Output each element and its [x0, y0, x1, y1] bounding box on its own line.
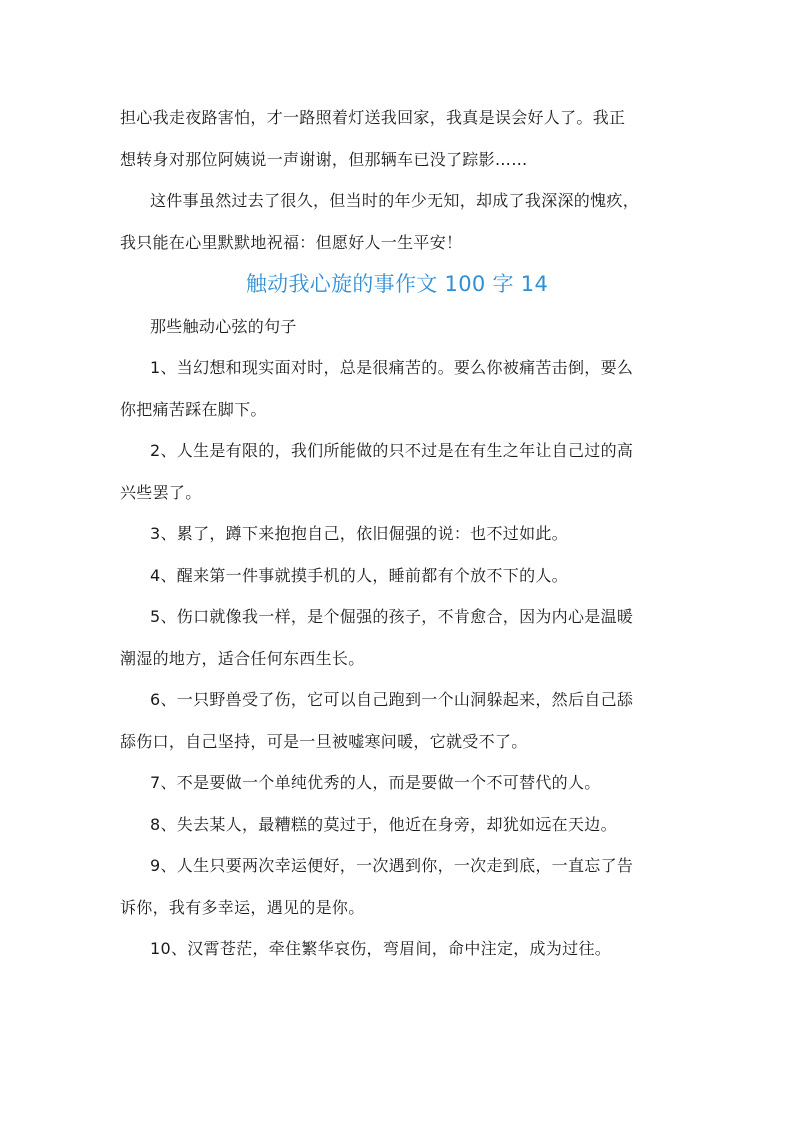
list-item-line: 3、累了，蹲下来抱抱自己，依旧倔强的说：也不过如此。 — [150, 524, 568, 543]
list-item-line: 潮湿的地方，适合任何东西生长。 — [120, 649, 365, 668]
paragraph-line: 我只能在心里默默地祝福：但愿好人一生平安！ — [120, 233, 463, 252]
list-item-line: 兴些罢了。 — [120, 483, 202, 502]
list-item-line: 9、人生只要两次幸运便好，一次遇到你，一次走到底，一直忘了告 — [150, 856, 634, 875]
paragraph-line: 担心我走夜路害怕，才一路照着灯送我回家，我真是误会好人了。我正 — [120, 108, 626, 127]
list-item-line: 8、失去某人，最糟糕的莫过于，他近在身旁，却犹如远在天边。 — [150, 815, 617, 834]
list-item-line: 1、当幻想和现实面对时，总是很痛苦的。要么你被痛苦击倒，要么 — [150, 358, 634, 377]
list-item-line: 6、一只野兽受了伤，它可以自己跑到一个山洞躲起来，然后自己舔 — [150, 690, 634, 709]
list-item-line: 舔伤口，自己坚持，可是一旦被嘘寒问暖，它就受不了。 — [120, 732, 528, 751]
section-title: 触动我心旋的事作文 100 字 14 — [245, 272, 549, 296]
list-item-line: 4、醒来第一件事就摸手机的人，睡前都有个放不下的人。 — [150, 566, 568, 585]
paragraph-line: 这件事虽然过去了很久，但当时的年少无知，却成了我深深的愧疚， — [150, 191, 640, 210]
paragraph-line: 想转身对那位阿姨说一声谢谢，但那辆车已没了踪影…… — [120, 150, 528, 169]
list-item-line: 5、伤口就像我一样，是个倔强的孩子，不肯愈合，因为内心是温暖 — [150, 607, 634, 626]
list-item-line: 2、人生是有限的，我们所能做的只不过是在有生之年让自己过的高 — [150, 441, 634, 460]
subtitle: 那些触动心弦的句子 — [150, 317, 297, 336]
list-item-line: 7、不是要做一个单纯优秀的人，而是要做一个不可替代的人。 — [150, 773, 601, 792]
list-item-line: 诉你，我有多幸运，遇见的是你。 — [120, 898, 365, 917]
list-item-line: 10、汉霄苍茫，牵住繁华哀伤，弯眉间，命中注定，成为过往。 — [150, 939, 612, 958]
list-item-line: 你把痛苦踩在脚下。 — [120, 400, 267, 419]
